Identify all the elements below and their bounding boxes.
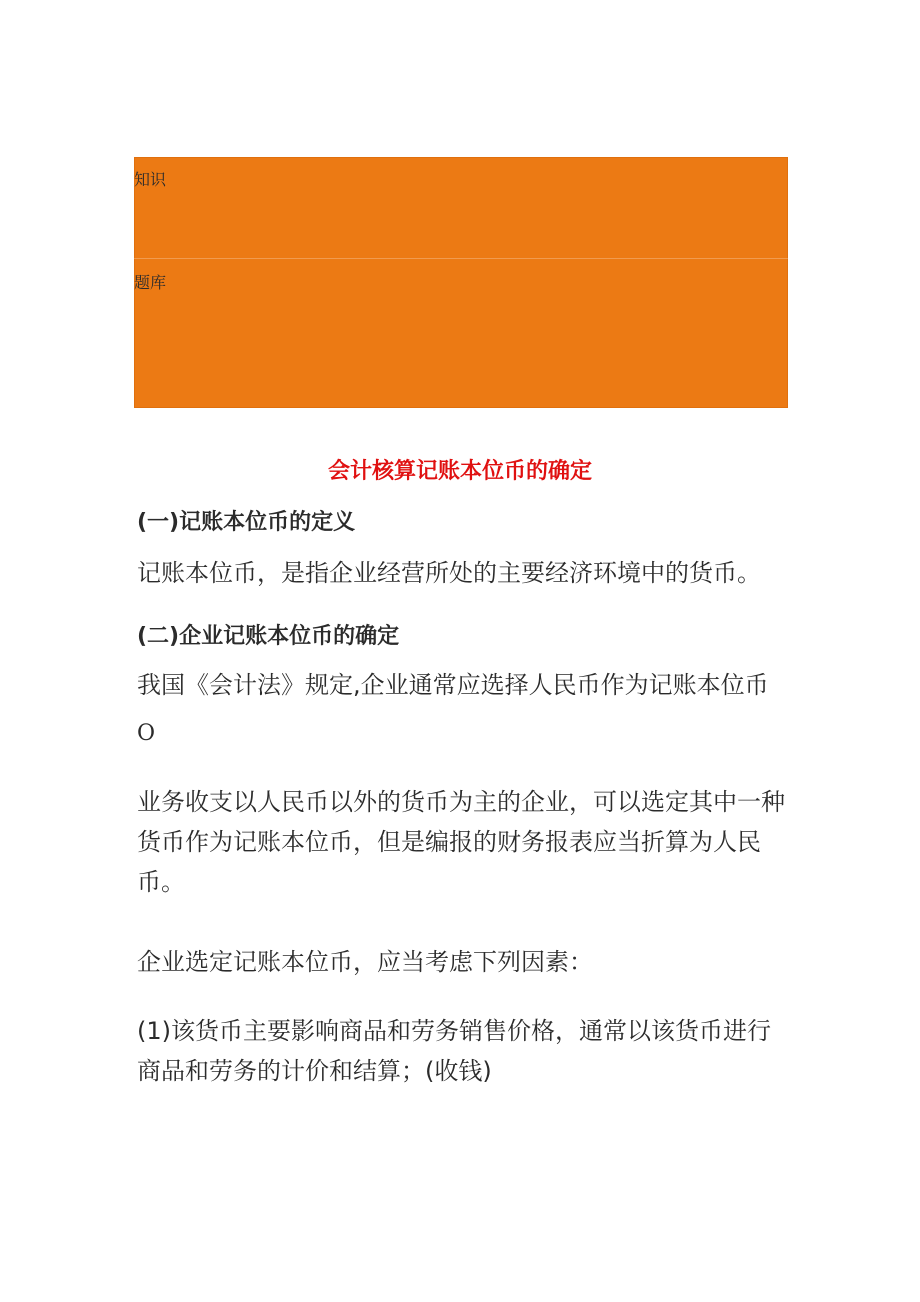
section-1-heading: (一)记账本位币的定义	[137, 510, 356, 535]
section-2-paragraph-1-tail: O	[137, 721, 156, 746]
section-2-paragraph-1: 我国《会计法》规定,企业通常应选择人民币作为记账本位币	[137, 671, 769, 699]
section-2-paragraph-4: (1)该货币主要影响商品和劳务销售价格，通常以该货币进行商品和劳务的计价和结算；(收钱)	[137, 1017, 771, 1085]
section-2-paragraph-3: 企业选定记账本位币，应当考虑下列因素：	[137, 948, 593, 976]
section-2-paragraph-2: 业务收支以人民币以外的货币为主的企业，可以选定其中一种货币作为记账本位币，但是编报的财务报表应当折算为人民币。	[137, 788, 785, 896]
banner-line-2: 题库	[134, 273, 167, 292]
section-1-text: 记账本位币，是指企业经营所处的主要经济环境中的货币。	[137, 559, 761, 587]
banner-line-1: 知识	[134, 170, 167, 189]
section-2-heading: (二)企业记账本位币的确定	[137, 624, 400, 649]
banner-divider	[134, 258, 788, 259]
document-title: 会计核算记账本位币的确定	[327, 459, 592, 484]
